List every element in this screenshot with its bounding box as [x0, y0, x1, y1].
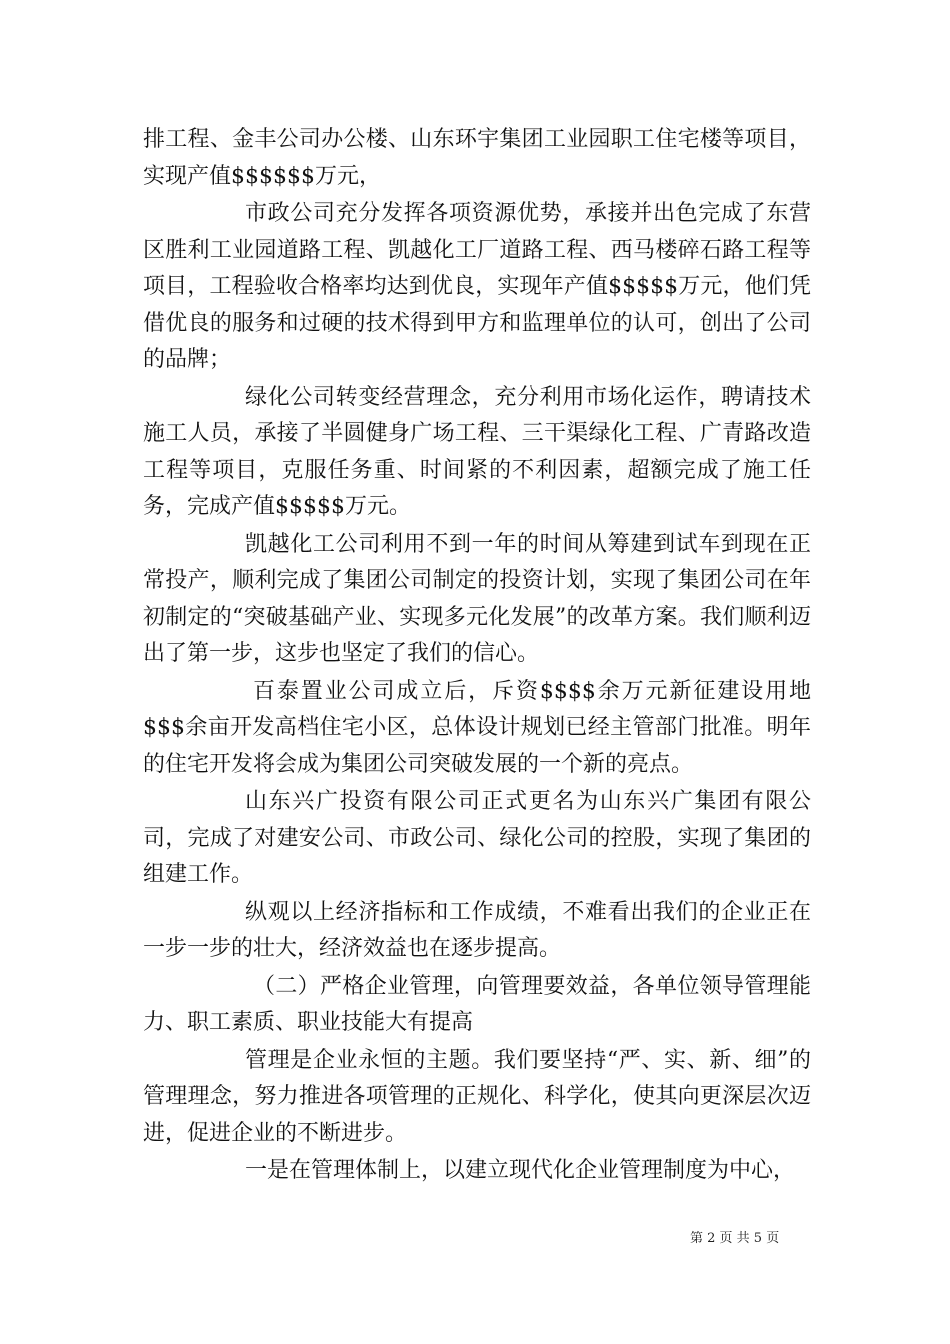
paragraph-xingguang-group: 山东兴广投资有限公司正式更名为山东兴广集团有限公司，完成了对建安公司、市政公司、绿化公司的控股，实现了集团的组建工作。 [143, 789, 811, 887]
paragraph-continuation: 排工程、金丰公司办公楼、山东环宇集团工业园职工住宅楼等项目，实现产值$$$$$$万元， [143, 127, 811, 189]
paragraph-management-system: 一是在管理体制上，以建立现代化企业管理制度为中心， [245, 1158, 796, 1183]
document-body [143, 122, 811, 1191]
paragraph-baitai-realestate: 百泰置业公司成立后，斥资$$$$余万元新征建设用地$$$余亩开发高档住宅小区，总体设计规划已经主管部门批准。明年的住宅开发将会成为集团公司突破发展的一个新的亮点。 [143, 678, 811, 777]
paragraph-management-theme: 管理是企业永恒的主题。我们要坚持“严、实、新、细”的管理理念，努力推进各项管理的正规化、科学化，使其向更深层次迈进，促进企业的不断进步。 [143, 1047, 811, 1146]
paragraph-kaiyue-chemical: 凯越化工公司利用不到一年的时间从筹建到试车到现在正常投产，顺利完成了集团公司制定的投资计划，实现了集团公司在年初制定的“突破基础产业、实现多元化发展”的改革方案。我们顺利迈出了第一步，这步也坚定了我们的信心。 [143, 531, 811, 666]
page-number-footer: 第 2 页 共 5 页 [690, 1231, 780, 1246]
paragraph-greening-company: 绿化公司转变经营理念，充分利用市场化运作，聘请技术施工人员，承接了半圆健身广场工程、三干渠绿化工程、广青路改造工程等项目，克服任务重、时间紧的不利因素，超额完成了施工任务，完成产值$$$$$万元。 [143, 384, 811, 519]
section-heading-management: （二）严格企业管理，向管理要效益，各单位领导管理能力、职工素质、职业技能大有提高 [143, 973, 811, 1035]
paragraph-municipal-company: 市政公司充分发挥各项资源优势，承接并出色完成了东营区胜利工业园道路工程、凯越化工厂道路工程、西马楼碎石路工程等项目，工程验收合格率均达到优良，实现年产值$$$$$万元，他们凭借优良的服务和过硬的技术得到甲方和监理单位的认可，创出了公司的品牌； [143, 201, 811, 372]
paragraph-overview: 纵观以上经济指标和工作成绩，不难看出我们的企业正在一步一步的壮大，经济效益也在逐步提高。 [143, 899, 811, 961]
